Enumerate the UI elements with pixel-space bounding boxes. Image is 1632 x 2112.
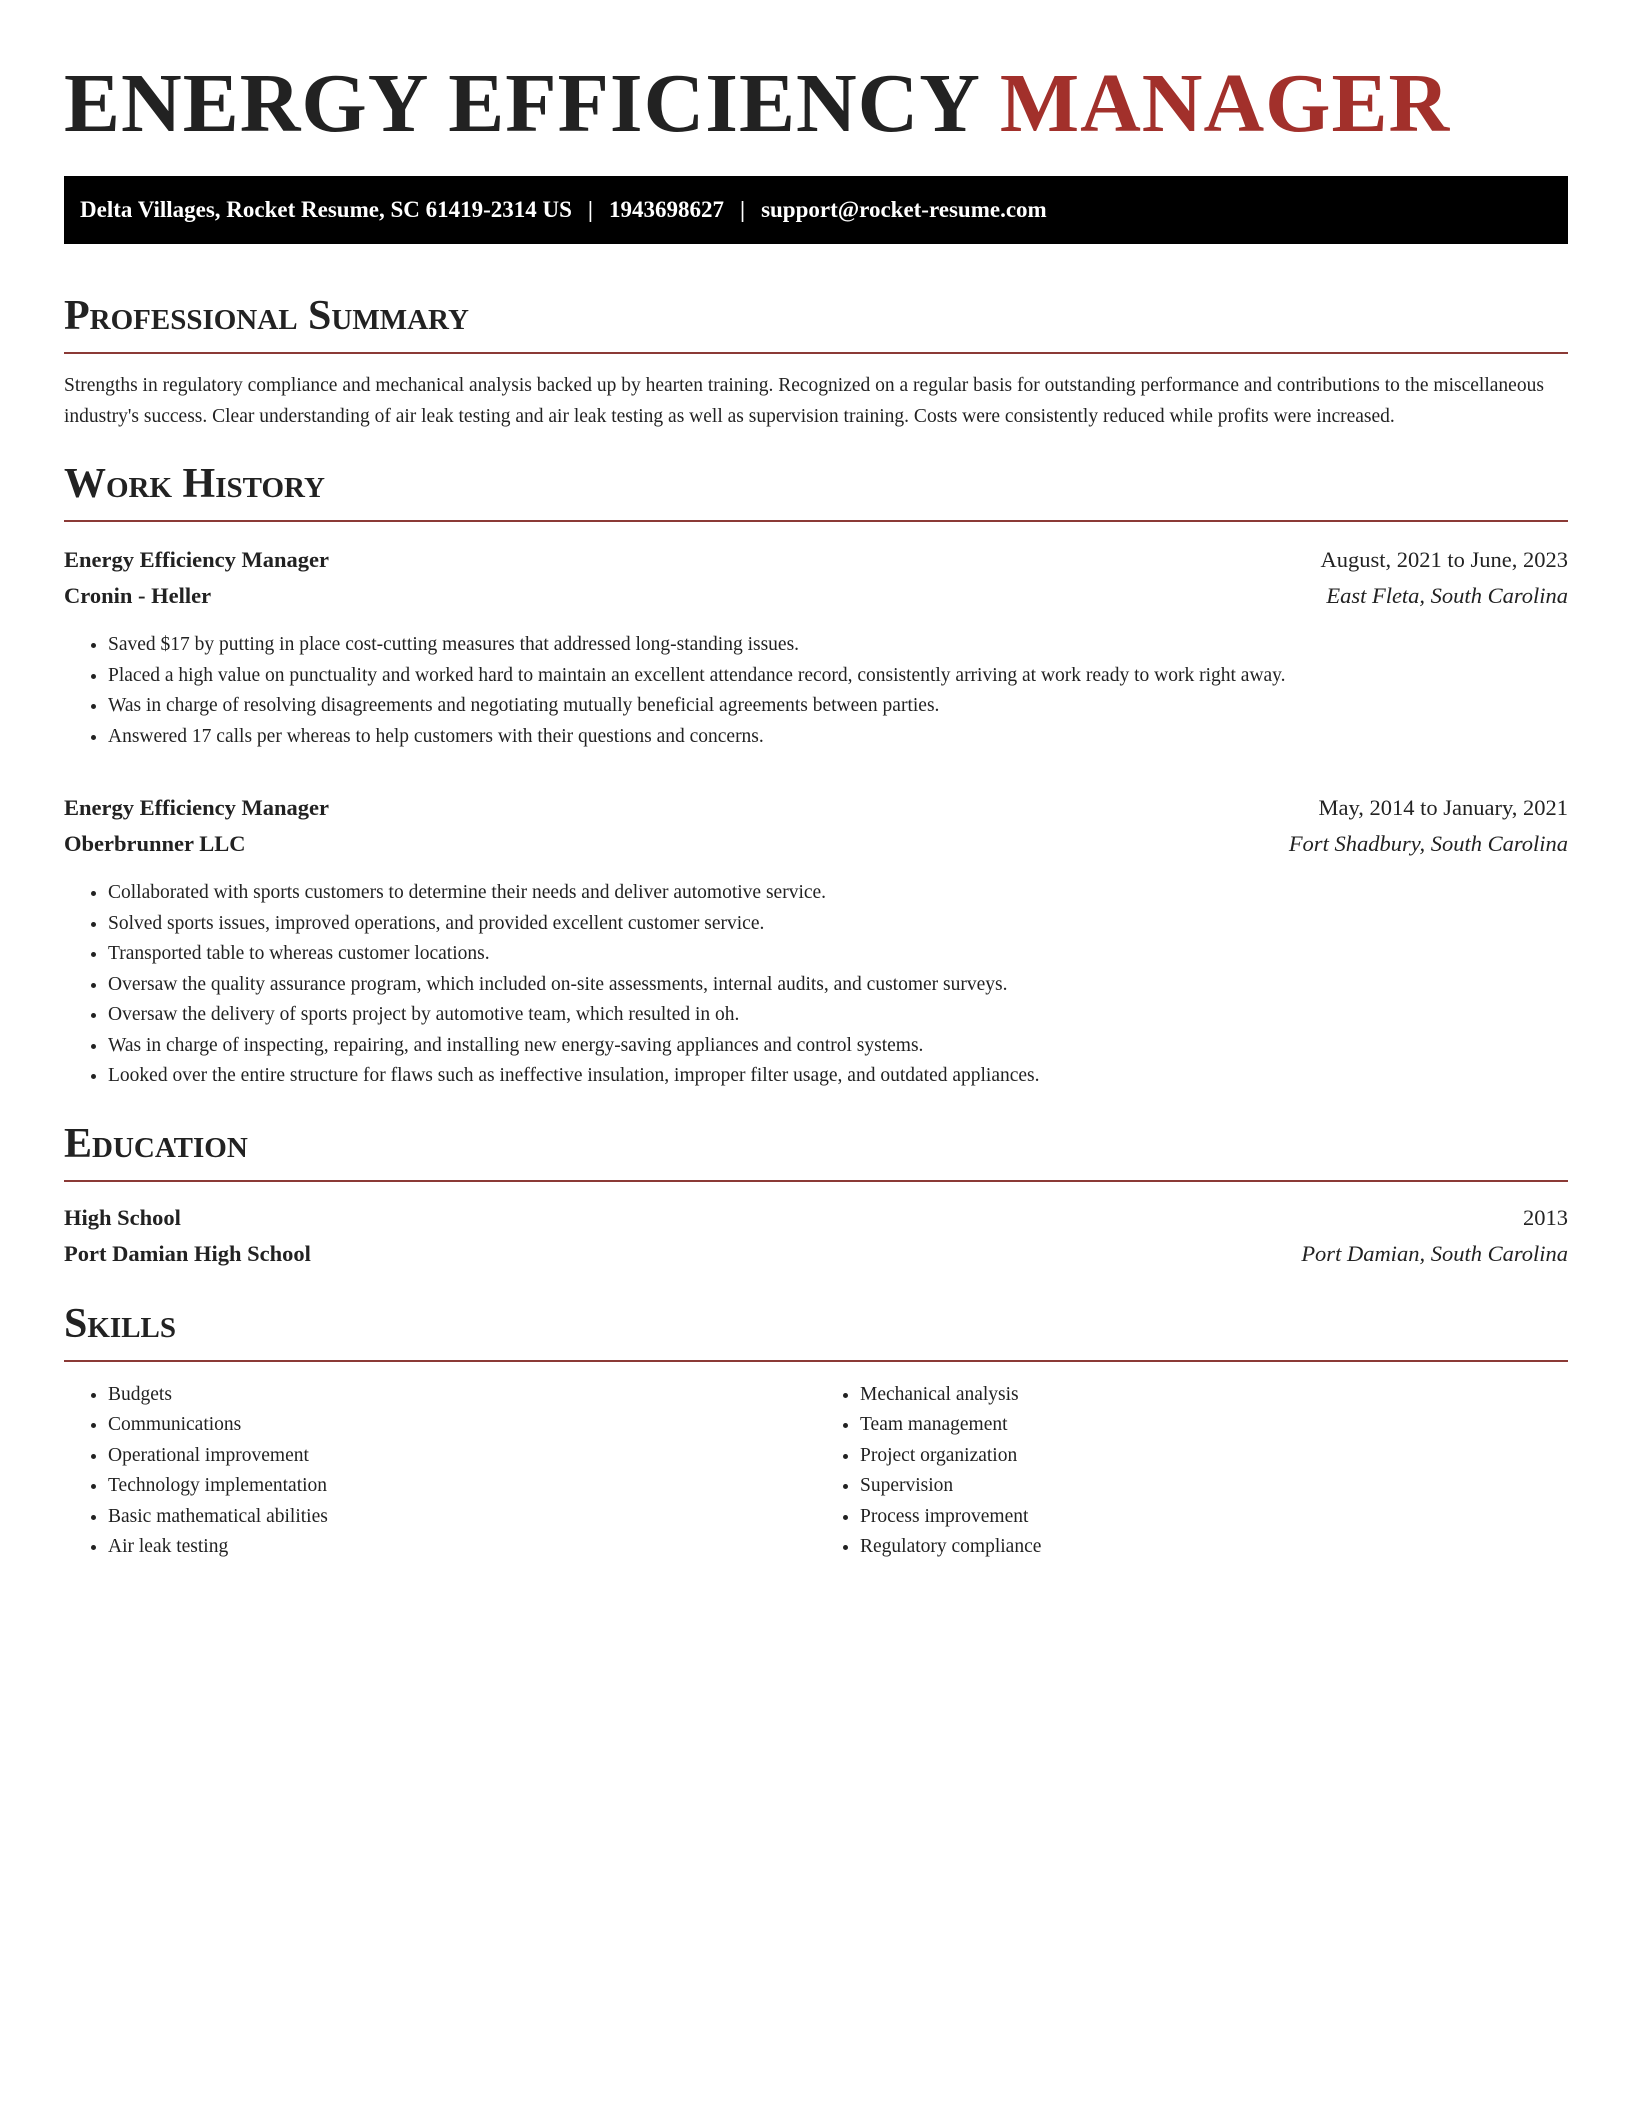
- skills-column-right: [816, 1380, 1568, 1563]
- education-heading: Education: [64, 1120, 1568, 1182]
- summary-text: Strengths in regulatory compliance and mechanical analysis backed up by hearten training. Recognized on a regular basis for outstanding performance and contributions to the miscellaneous industry's success. Clear understanding of air leak testing and air leak testing as well as supervision training. Costs were consistently reduced while profits were increased.: [64, 375, 1544, 427]
- skill-item: • Technology implementation: [108, 1471, 816, 1502]
- skills-list: [64, 1380, 1568, 1563]
- contact-separator: |: [587, 197, 593, 222]
- job-bullet: • Was in charge of resolving disagreements and negotiating mutually beneficial agreements between parties.: [108, 691, 1568, 722]
- job-bullets: [64, 878, 1568, 1092]
- job-header-row: [64, 542, 1568, 578]
- job-dates: May, 2014 to January, 2021: [1318, 795, 1568, 820]
- job-entry: [64, 790, 1568, 1092]
- job-entry: [64, 542, 1568, 752]
- contact-bar: [64, 176, 1568, 244]
- skill-item: • Budgets: [108, 1380, 816, 1411]
- education-degree: High School: [64, 1204, 181, 1230]
- summary-heading: Professional Summary: [64, 292, 1568, 354]
- contact-phone: 1943698627: [608, 197, 724, 222]
- job-role: Energy Efficiency Manager: [64, 795, 329, 820]
- skill-item: • Project organization: [860, 1441, 1568, 1472]
- job-role: Energy Efficiency Manager: [64, 547, 329, 572]
- job-company-row: [64, 826, 1568, 862]
- skill-item: • Process improvement: [860, 1502, 1568, 1533]
- title-first: ENERGY EFFICIENCY: [64, 57, 978, 150]
- education-school: Port Damian High School: [64, 1240, 311, 1266]
- skills-heading: Skills: [64, 1300, 1568, 1362]
- job-bullet: • Saved $17 by putting in place cost-cutting measures that addressed long-standing issues.: [108, 630, 1568, 661]
- job-company: Oberbrunner LLC: [64, 831, 246, 856]
- skill-item: • Communications: [108, 1410, 816, 1441]
- contact-address: Delta Villages, Rocket Resume, SC 61419-2314 US: [80, 197, 572, 222]
- contact-separator: |: [739, 197, 746, 222]
- skill-item: • Supervision: [860, 1471, 1568, 1502]
- job-location: Fort Shadbury, South Carolina: [1288, 831, 1568, 856]
- job-bullet: • Placed a high value on punctuality and worked hard to maintain an excellent attendance record, consistently arriving at work ready to work right away.: [108, 661, 1568, 692]
- skill-item: • Basic mathematical abilities: [108, 1502, 816, 1533]
- job-bullet: • Oversaw the delivery of sports project by automotive team, which resulted in oh.: [108, 1000, 1568, 1031]
- resume-title: [64, 56, 1568, 152]
- job-bullet: • Solved sports issues, improved operations, and provided excellent customer service.: [108, 909, 1568, 940]
- education-school-row: [64, 1236, 1568, 1272]
- job-header-row: [64, 790, 1568, 826]
- skill-item: • Team management: [860, 1410, 1568, 1441]
- skill-item: • Air leak testing: [108, 1532, 816, 1563]
- job-location: East Fleta, South Carolina: [1326, 583, 1568, 608]
- skills-column-left: [64, 1380, 816, 1563]
- skill-item: • Regulatory compliance: [860, 1532, 1568, 1563]
- job-bullet: • Was in charge of inspecting, repairing, and installing new energy-saving appliances and control systems.: [108, 1031, 1568, 1062]
- education-year: 2013: [1523, 1204, 1568, 1230]
- contact-email[interactable]: support@rocket-resume.com: [761, 197, 1047, 222]
- skill-item: • Mechanical analysis: [860, 1380, 1568, 1411]
- job-company-row: [64, 578, 1568, 614]
- job-bullets: [64, 630, 1568, 752]
- job-bullet: • Looked over the entire structure for flaws such as ineffective insulation, improper filter usage, and outdated appliances.: [108, 1061, 1568, 1092]
- education-header-row: [64, 1200, 1568, 1236]
- education-location: Port Damian, South Carolina: [1301, 1240, 1568, 1266]
- work-history-heading: Work History: [64, 460, 1568, 522]
- job-company: Cronin - Heller: [64, 583, 212, 608]
- job-dates: August, 2021 to June, 2023: [1320, 547, 1568, 572]
- job-bullet: • Transported table to whereas customer locations.: [108, 939, 1568, 970]
- job-bullet: • Answered 17 calls per whereas to help customers with their questions and concerns.: [108, 722, 1568, 753]
- title-last: MANAGER: [999, 57, 1451, 150]
- skill-item: • Operational improvement: [108, 1441, 816, 1472]
- education-entry: [64, 1200, 1568, 1272]
- job-bullet: • Oversaw the quality assurance program, which included on-site assessments, internal audits, and customer surveys.: [108, 970, 1568, 1001]
- job-bullet: • Collaborated with sports customers to determine their needs and deliver automotive service.: [108, 878, 1568, 909]
